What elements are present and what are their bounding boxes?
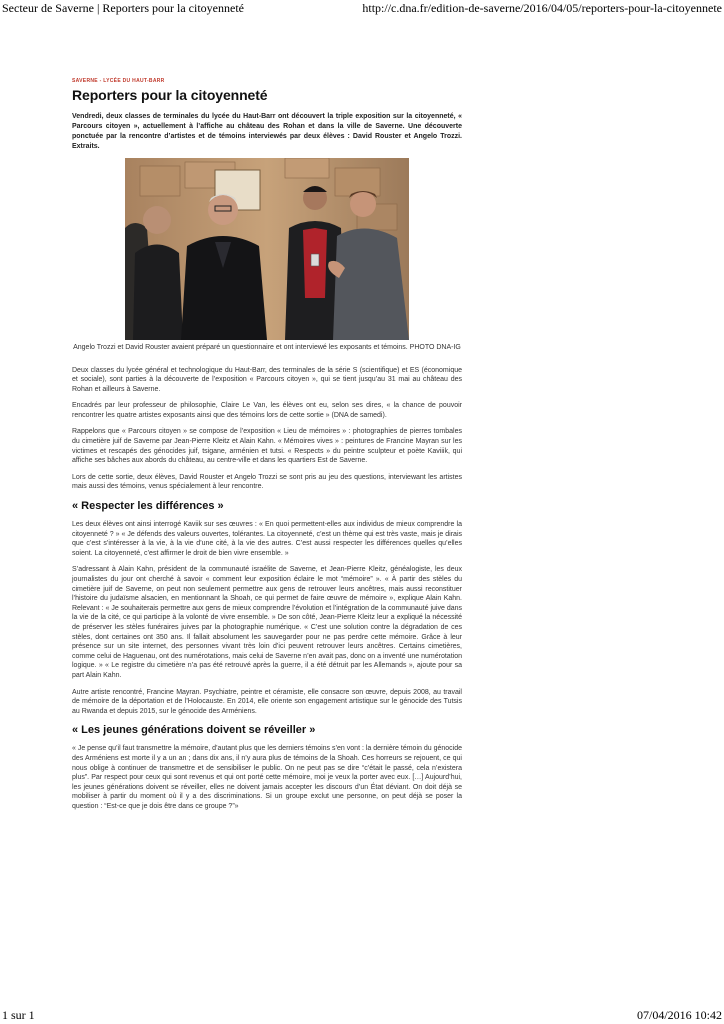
print-header-url: http://c.dna.fr/edition-de-saverne/2016/04/05/reporters-pour-la-citoyennete <box>362 1 722 15</box>
article-paragraph: S’adressant à Alain Kahn, président de la communauté israélite de Saverne, et Jean-Pierre Kleitz, généalogiste, les deux journalistes du jour ont cherché à savoir « comment leur exposition éclaire le mot “mémoire” ». « À partir des stèles du cimetière juif de Saverne, on peut non seulement permettre aux gens de retrouver leurs ancêtres, mais aussi reconstituer l’histoire du judaïsme alsacien, en mentionnant la Shoah, ce qui permet de faire œuvre de mémoire », explique Alain Kahn. Relevant : « Je souhaiterais permettre aux gens de mieux comprendre l’évolution et l’intégration de la communauté juive dans la vie de la cité, ce qui participe à la volonté de vivre ensemble. » De son côté, Jean-Pierre Kleitz leur a expliqué la nécessité de préserver les stèles funéraires juives par la photographie numérique. « C’est une solution contre la dégradation de ces stèles, dont certaines ont 350 ans. Il fallait absolument les sauvegarder pour ne pas perdre cette mémoire. Grâce à leur présence sur un site internet, des personnes vivant très loin d’ici peuvent retrouver leurs ancêtres. Certains cimetières, comme celui de Haguenau, ont des numérotations, mais celui de Saverne n’en avait pas, donc on a inventé une numérotation logique. » « Le registre du cimetière n’a pas été retrouvé après la guerre, il a été détruit par les Allemands », ajoute pour sa part Alain Kahn. <box>72 566 462 679</box>
article-paragraph: Autre artiste rencontré, Francine Mayran. Psychiatre, peintre et céramiste, elle consacre son œuvre, depuis 2008, au travail de mémoire de la déportation et de l’Holocauste. En 2014, elle oriente son engagement artistique sur le génocide des Tutsis au Rwanda et depuis 2015, sur le génocide des Arméniens. <box>72 688 462 715</box>
photo-caption: Angelo Trozzi et David Rouster avaient préparé un questionnaire et ont interviewé les exposants et témoins. PHOTO DNA-IG <box>73 344 461 351</box>
article-paragraph: Lors de cette sortie, deux élèves, David Rouster et Angelo Trozzi se sont pris au jeu des questions, interviewant les artistes mais aussi des témoins, venus spécialement à leur rencontre. <box>72 473 462 491</box>
article-paragraph: Les deux élèves ont ainsi interrogé Kaviik sur ses œuvres : « En quoi permettent-elles aux individus de mieux comprendre la citoyenneté ? » « Je défends des valeurs ouvertes, tolérantes. La citoyenneté, c’est un thème qui est très vaste, mais je dirais que c’est s’intéresser à la vie, à la vie d’une cité, à la vie des autres. C’est aussi respecter les différences quelles qu’elles soient. La citoyenneté, c’est affirmer le droit de bien vivre ensemble. » <box>72 521 462 557</box>
print-footer-page: 1 sur 1 <box>2 1008 35 1022</box>
print-footer <box>0 1008 724 1024</box>
section-heading: « Respecter les différences » <box>72 500 224 513</box>
article <box>72 78 462 818</box>
print-header <box>0 0 724 16</box>
article-kicker: SAVERNE - LYCÉE DU HAUT-BARR <box>72 78 165 84</box>
article-paragraph: Deux classes du lycée général et technologique du Haut-Barr, des terminales de la série S (scientifique) et ES (économique et sociale), sont parties à la découverte de l’exposition « Parcours citoyen », qui se tient jusqu’au 31 mai au château des Rohan et ailleurs à Saverne. <box>72 366 462 393</box>
article-lead: Vendredi, deux classes de terminales du lycée du Haut-Barr ont découvert la triple exposition sur la citoyenneté, « Parcours citoyen », actuellement à l’affiche au château des Rohan et dans la ville de Saverne. Une découverte ponctuée par la rencontre d’artistes et de témoins interviewés par deux élèves : David Rouster et Angelo Trozzi. Extraits. <box>72 113 462 150</box>
article-title: Reporters pour la citoyenneté <box>72 87 268 103</box>
article-paragraph: « Je pense qu’il faut transmettre la mémoire, d’autant plus que les derniers témoins s’en vont : la dernière témoin du génocide des Arméniens est morte il y a un an ; dans dix ans, il n’y aura plus de témoins de la Shoah. Ces horreurs se rejouent, ce qui nous oblige à continuer de transmettre et de sensibiliser le public. On ne peut pas se dire “c’était le passé, cela n’existera plus”. Par respect pour ceux qui sont revenus et qui ont porté cette mémoire, moi je veux la porter avec eux. […] Aujourd’hui, les jeunes générations doivent se réveiller, elles ne doivent jamais accepter les discours d’un État déviant. On doit déjà se mobiliser à partir du moment où il y a des discriminations. Si un groupe exclut une personne, on peut déjà se poser la question : “Est-ce que je dois être dans ce groupe ?”» <box>72 745 462 810</box>
article-paragraph: Rappelons que « Parcours citoyen » se compose de l’exposition « Lieu de mémoires » : photographies de pierres tombales du cimetière juif de Saverne par Jean-Pierre Kleitz et Alain Kahn. « Mémoires vives » : peintures de Francine Mayran sur les victimes et rescapés des génocides juif, tsigane, arménien et tutsi. « Respects » du peintre sculpteur et poète Kaviiik, qui affiche ses bâches aux abords du château, au centre-ville et dans les quartiers Est de Saverne. <box>72 428 462 465</box>
print-header-title: Secteur de Saverne | Reporters pour la citoyenneté <box>2 1 244 15</box>
article-photo <box>125 158 409 340</box>
print-footer-datetime: 07/04/2016 10:42 <box>636 1008 722 1022</box>
section-heading: « Les jeunes générations doivent se réveiller » <box>72 724 316 737</box>
article-paragraph: Encadrés par leur professeur de philosophie, Claire Le Van, les élèves ont eu, selon ses dires, « la chance de pouvoir rencontrer les quatre artistes exposants ainsi que des témoins lors de cette sortie » (DNA de samedi). <box>72 402 462 419</box>
